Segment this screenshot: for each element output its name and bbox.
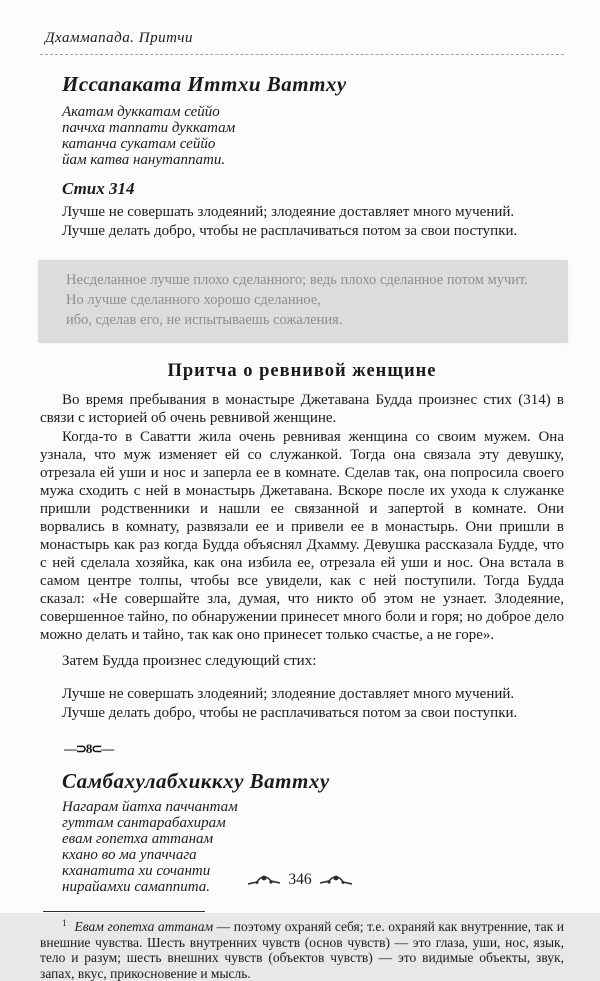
transition-paragraph: Затем Будда произнес следующий стих: — [62, 653, 317, 669]
story-paragraph: Когда-то в Саватти жила очень ревнивая женщина со своим мужем. Она узнала, что муж изменяет ей со служанкой. Тогда она связала эту девушку, отрезала ей уши и нос и заперла ее в комнате. Сделав так, она попросила своего мужа сходить с ней в монастырь Джетавана. Вскоре после их ухода к служанке пришли родственники и нашли ее связанной и запертой в комнате. Они ворвались в комнату, развязали ее и привели ее в монастырь. Они пришли в монастырь как раз когда Будда объяснял Дхамму. Девушка рассказала Будде, что с ней сделала хозяйка, как она избила ее, отрезала ей уши и нос. Она встала в самом центре толпы, чтобы все увидели, как с ней поступили. Тогда Будда сказал: «Не совершайте зла, думая, что никто об этом не узнает. Злодеяние, совершенное тайно, по обнаружении принесет много боли и горя; но доброе дело можно делать и тайно, так как оно принесет только счастье, а не горе». — [40, 429, 564, 643]
vatthu-title-2: Самбахулабхиккху Ваттху — [62, 769, 330, 793]
verse-line: Нагарам йатха паччантам — [62, 799, 238, 815]
footer-vignette-left-icon — [247, 874, 281, 886]
verse-translation-repeat — [62, 685, 564, 723]
verse-line: кхано во ма упаччага — [62, 847, 197, 863]
footnote — [40, 911, 564, 981]
quote-line: Несделанное лучше плохо сделанного; ведь плохо сделанное потом мучит. — [66, 272, 528, 288]
pali-verse-1 — [62, 104, 564, 168]
page-footer — [0, 871, 600, 891]
vatthu-title-1: Иссапаката Иттхи Ваттху — [62, 72, 347, 96]
footnote-marker: 1 — [62, 917, 67, 928]
footer-vignette-right-icon — [319, 874, 353, 886]
footnote-body: — поэтому охраняй себя; т.е. охраняй как внутренние, так и внешние чувства. Шесть внутренних чувств (основ чувств) — это глаза, уши, нос, язык, тело и разум; шесть внешних чувств (объектов чувств) — это видимые объекты, звук, запах, вкус, прикосновение и мысль. — [40, 919, 565, 981]
page-number: 346 — [288, 871, 312, 888]
verse-line: паччха таппати дуккатам — [62, 120, 236, 136]
translation-line: Лучше делать добро, чтобы не расплачиваться потом за свои поступки. — [62, 705, 518, 721]
header-rule — [40, 54, 564, 55]
footnote-term: Евам гопетха аттанам — [74, 919, 214, 934]
verse-line: катанча сукатам сеййо — [62, 136, 216, 152]
quote-line: Но лучше сделанного хорошо сделанное, — [66, 292, 321, 308]
translation-line: Лучше не совершать злодеяний; злодеяние доставляет много мучений. — [62, 204, 515, 220]
translation-line: Лучше не совершать злодеяний; злодеяние доставляет много мучений. — [62, 686, 515, 702]
running-header: Дхаммапада. Притчи — [45, 30, 194, 46]
verse-translation-1 — [62, 203, 564, 241]
verse-line: Акатам дуккатам сеййо — [62, 104, 220, 120]
verse-line: нирайамхи самаппита. — [62, 879, 211, 895]
translation-line: Лучше делать добро, чтобы не расплачиваться потом за свои поступки. — [62, 223, 518, 239]
verse-line: кханатита хи сочанти — [62, 863, 211, 879]
story-paragraph: Во время пребывания в монастыре Джетавана Будда произнес стих (314) в связи с историей об очень ревнивой женщине. — [40, 392, 564, 426]
quote-line: ибо, сделав его, не испытываешь сожаления. — [66, 312, 343, 328]
stanza-label: Стих 314 — [62, 179, 135, 198]
verse-line: гуттам сантарабахирам — [62, 815, 226, 831]
story-heading: Притча о ревнивой женщине — [167, 361, 437, 381]
section-divider-ornament-icon: —⊃8⊂— — [64, 741, 114, 756]
footnote-rule — [43, 911, 205, 912]
verse-line: евам гопетха аттанам — [62, 831, 214, 847]
quote-box — [38, 260, 568, 343]
verse-line: йам катва нанутаппати. — [62, 152, 226, 168]
